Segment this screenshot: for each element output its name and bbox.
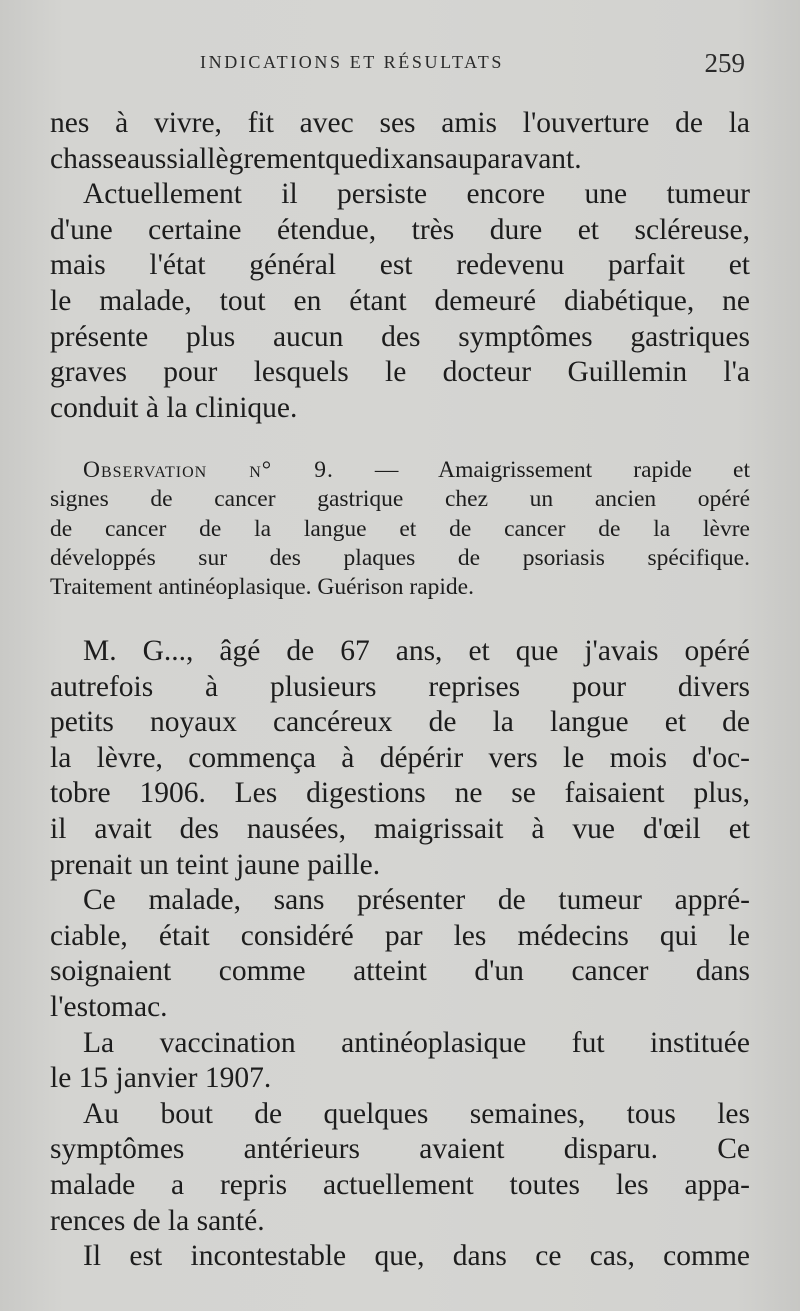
paragraph-1	[50, 106, 750, 177]
text-line: conduit à la clinique.	[50, 391, 298, 424]
text-line: malade a repris actuellement toutes les appa-	[50, 1168, 750, 1201]
observation-title: — Amaigrissement rapide et	[333, 457, 750, 483]
text-line: le 15 janvier 1907.	[50, 1062, 272, 1095]
text-block-bottom	[50, 634, 750, 1275]
page-number: 259	[704, 48, 745, 78]
text-line: symptômes antérieurs avaient disparu. Ce	[50, 1133, 750, 1166]
page-header	[200, 48, 745, 80]
paragraph-5	[50, 1026, 750, 1097]
paragraph-4	[50, 883, 750, 1025]
text-block-top	[50, 106, 750, 426]
text-line: Traitement antinéoplasique. Guérison rapide.	[50, 574, 474, 601]
text-line: il avait des nausées, maigrissait à vue d'œil et	[50, 812, 750, 845]
text-line: mais l'état général est redevenu parfait et	[50, 249, 750, 282]
paragraph-2	[50, 177, 750, 426]
text-line: prenait un teint jaune paille.	[50, 848, 381, 881]
text-line: ciable, était considéré par les médecins qui le	[50, 919, 750, 952]
paragraph-7	[50, 1239, 750, 1275]
text-line: M. G..., âgé de 67 ans, et que j'avais opéré	[83, 635, 750, 667]
text-line: soignaient comme atteint d'un cancer dans	[50, 955, 750, 988]
text-line: signes de cancer gastrique chez un ancien opéré	[50, 486, 750, 513]
text-line: développés sur des plaques de psoriasis spécifique.	[50, 544, 750, 571]
text-line: Au bout de quelques semaines, tous les	[83, 1097, 750, 1130]
text-line: Actuellement il persiste encore une tumeur	[83, 178, 750, 211]
text-line: Il est incontestable que, dans ce cas, comme	[83, 1240, 750, 1273]
text-line: tobre 1906. Les digestions ne se faisaient plus,	[50, 777, 750, 810]
observation-heading	[50, 456, 750, 602]
text-line: Ce malade, sans présenter de tumeur appré-	[83, 884, 750, 917]
text-line: le malade, tout en étant demeuré diabétique, ne	[50, 284, 750, 317]
text-line: chasseaussiallègrementquedixansauparavant.	[50, 142, 582, 175]
text-line: nes à vivre, fit avec ses amis l'ouverture de la	[50, 107, 750, 139]
text-line: présente plus aucun des symptômes gastriques	[50, 320, 750, 353]
text-line: l'estomac.	[50, 990, 168, 1023]
text-line: autrefois à plusieurs reprises pour divers	[50, 670, 750, 703]
text-line: graves pour lesquels le docteur Guillemin l'a	[50, 356, 750, 389]
text-line: petits noyaux cancéreux de la langue et de	[50, 706, 750, 739]
paragraph-6	[50, 1097, 750, 1239]
running-head: INDICATIONS ET RÉSULTATS	[200, 52, 504, 72]
text-line: de cancer de la langue et de cancer de la lèvre	[50, 515, 750, 542]
text-line	[50, 456, 750, 485]
text-line: d'une certaine étendue, très dure et scléreuse,	[50, 213, 750, 246]
paragraph-3	[50, 634, 750, 883]
text-line: la lèvre, commença à dépérir vers le mois d'oc-	[50, 741, 750, 774]
observation-label: Observation n° 9.	[83, 457, 334, 483]
text-line: rences de la santé.	[50, 1204, 265, 1237]
text-line: La vaccination antinéoplasique fut instituée	[83, 1026, 750, 1059]
